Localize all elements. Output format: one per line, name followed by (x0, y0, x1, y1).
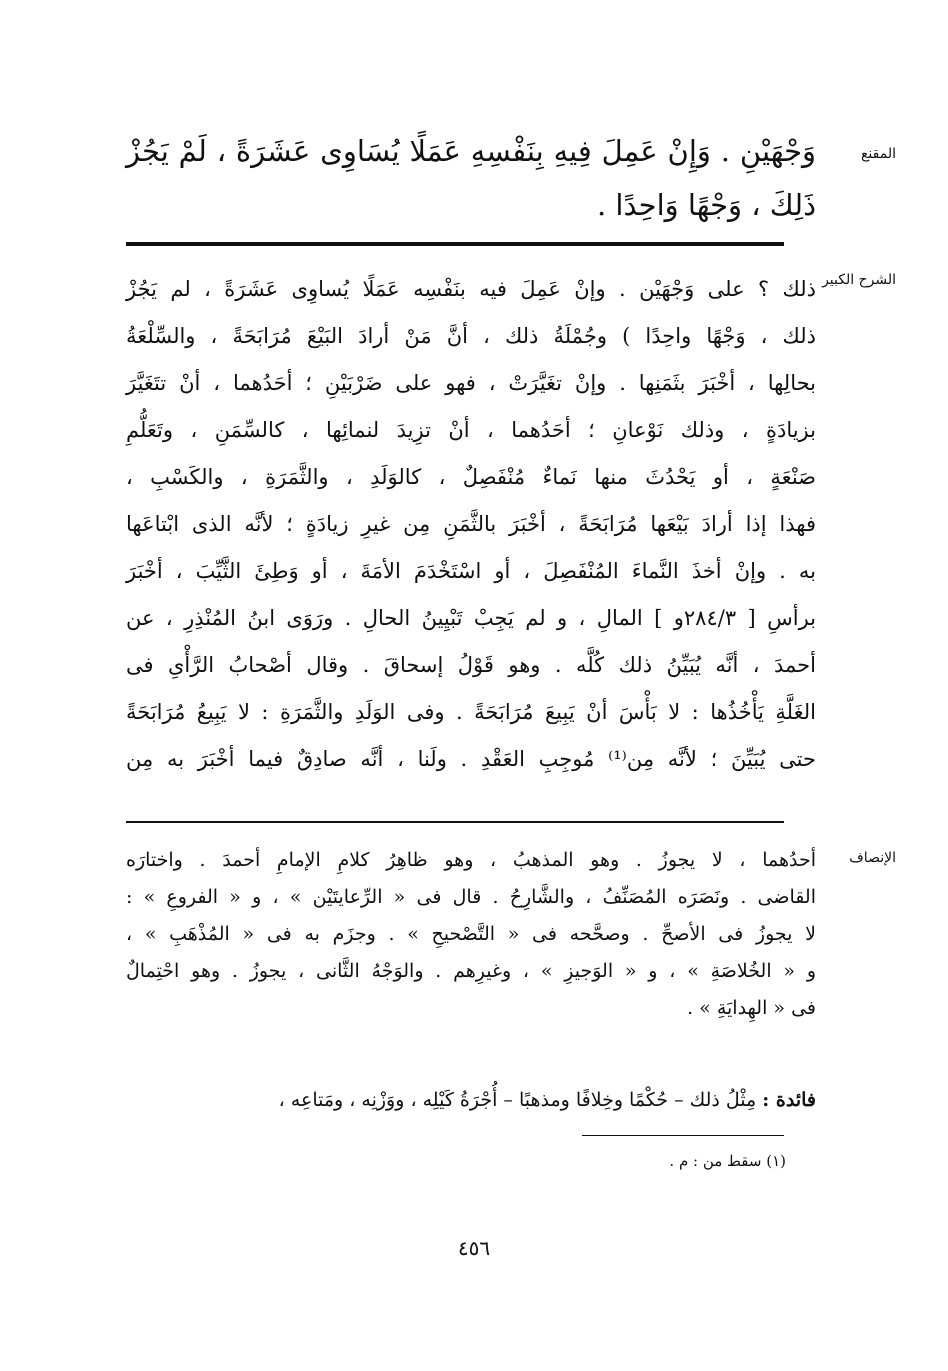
sharh-line: حتى يُبَيِّنَ ؛ لأنَّه مِن⁽¹⁾ مُوجِبِ العَقْدِ . ولَنا ، أنَّه صادِقٌ فيما أخْبَرَ به مِن (126, 747, 816, 771)
muqni-line: ذَلِكَ ، وَجْهًا وَاحِدًا . (596, 188, 816, 222)
section-divider-thin (126, 821, 784, 823)
section-divider-thick (126, 242, 784, 246)
sharh-line: ذلك ، وَجْهًا واحِدًا ) وجُمْلَةُ ذلك ، أنَّ مَنْ أرادَ البَيْعَ مُرَابَحَةً ، والسِّلْعَةُ (126, 324, 816, 348)
sharh-line: أحمدَ ، أنَّه يُبَيِّنُ ذلك كُلَّه . وهو قَوْلُ إسحاقَ . وقال أصْحابُ الرَّأْىِ فى (126, 653, 816, 677)
muqni-text (126, 124, 816, 232)
insaf-line: فى « الهِدايَةِ » . (687, 997, 816, 1019)
sharh-line: بزيادَةٍ ، وذلك نَوْعانِ ؛ أحَدُهما ، أنْ تزِيدَ لنمائِها ، كالسِّمَنِ ، وتَعَلُّمِ (126, 418, 816, 442)
faida-text: مِثْلُ ذلك – حُكْمًا وخِلافًا ومذهبًا – أُجْرَةُ كَيْلِه ، ووَزْنِه ، ومَتاعِه ، (278, 1089, 757, 1111)
sharh-text (126, 266, 816, 783)
insaf-line: القاضى . ونَصَرَه المُصَنِّفُ ، والشَّارِحُ . قال فى « الرِّعايتَيْن » ، و « الفروعِ » : (126, 886, 816, 908)
sharh-label: الشرح الكبير (822, 272, 896, 288)
insaf-line: لا يجوزُ فى الأصحِّ . وصحَّحه فى « التَّصْحيحِ » . وجزَم به فى « المُذْهَبِ » ، (126, 923, 816, 945)
muqni-label: المقنع (860, 146, 896, 162)
insaf-text (126, 842, 816, 1027)
sharh-line: بحالِها ، أخْبَرَ بثَمَنِها . وإنْ تغَيَّرَتْ ، فهو على ضَرْبَيْنِ ؛ أحَدُهما ، أنْ تتَغَيَّرَ (126, 371, 816, 395)
insaf-label: الإنصاف (849, 850, 896, 866)
sharh-line: صَنْعَةٍ ، أو يَحْدُثَ منها نَماءٌ مُنْفَصِلٌ ، كالوَلَدِ ، والثَّمَرَةِ ، والكَسْبِ ، (126, 465, 816, 489)
sharh-line: به . وإنْ أخذَ النَّماءَ المُنْفَصِلَ ، أو اسْتَخْدَمَ الأمَةَ ، أو وَطِئَ الثَّيِّبَ ، أخْبَرَ (126, 559, 816, 583)
insaf-line: أحدُهما ، لا يجوزُ . وهو المذهبُ ، وهو ظاهِرُ كلامِ الإمامِ أحمدَ . واختارَه (126, 849, 816, 871)
insaf-line: و « الخُلاصَةِ » ، و « الوَجيزِ » ، وغيرِهم . والوَجْهُ الثَّانى ، يجوزُ . وهو احْتِمالٌ (126, 960, 816, 982)
faida-paragraph (126, 1082, 816, 1118)
page-number: ٤٥٦ (457, 1236, 491, 1260)
footnote: (١) سقط من : م . (669, 1152, 786, 1170)
sharh-line: ذلك ؟ على وَجْهَيْن . وإنْ عَمِلَ فيه بنَفْسِه عَمَلًا يُساوِى عَشَرَةً ، لم يَجُزْ (126, 277, 816, 301)
faida-label: فائدة : (762, 1089, 816, 1111)
footnote-divider (582, 1135, 784, 1136)
sharh-line: برأسِ [ ٢٨٤/٣و ] المالِ ، و لم يَجِبْ تَبْيِينُ الحالِ . ورَوَى ابنُ المُنْذِرِ ، عن (126, 606, 816, 630)
muqni-line: وَجْهَيْنِ . وَإِنْ عَمِلَ فِيهِ بِنَفْسِهِ عَمَلًا يُسَاوِى عَشَرَةً ، لَمْ يَجُزْ (126, 134, 816, 168)
sharh-line: الغَلَّةِ يَأْخُذُها : لا بَأْسَ أنْ يَبِيعَ مُرَابَحَةً . وفى الوَلَدِ والثَّمَرَةِ : لا يَبِيعُ مُرَابَحَةً (126, 700, 816, 724)
sharh-line: فهذا إذا أرادَ بَيْعَها مُرَابَحَةً ، أخْبَرَ بالثَّمَنِ مِن غيرِ زيادَةٍ ؛ لأنَّه الذى ابْتاعَها (126, 512, 816, 536)
